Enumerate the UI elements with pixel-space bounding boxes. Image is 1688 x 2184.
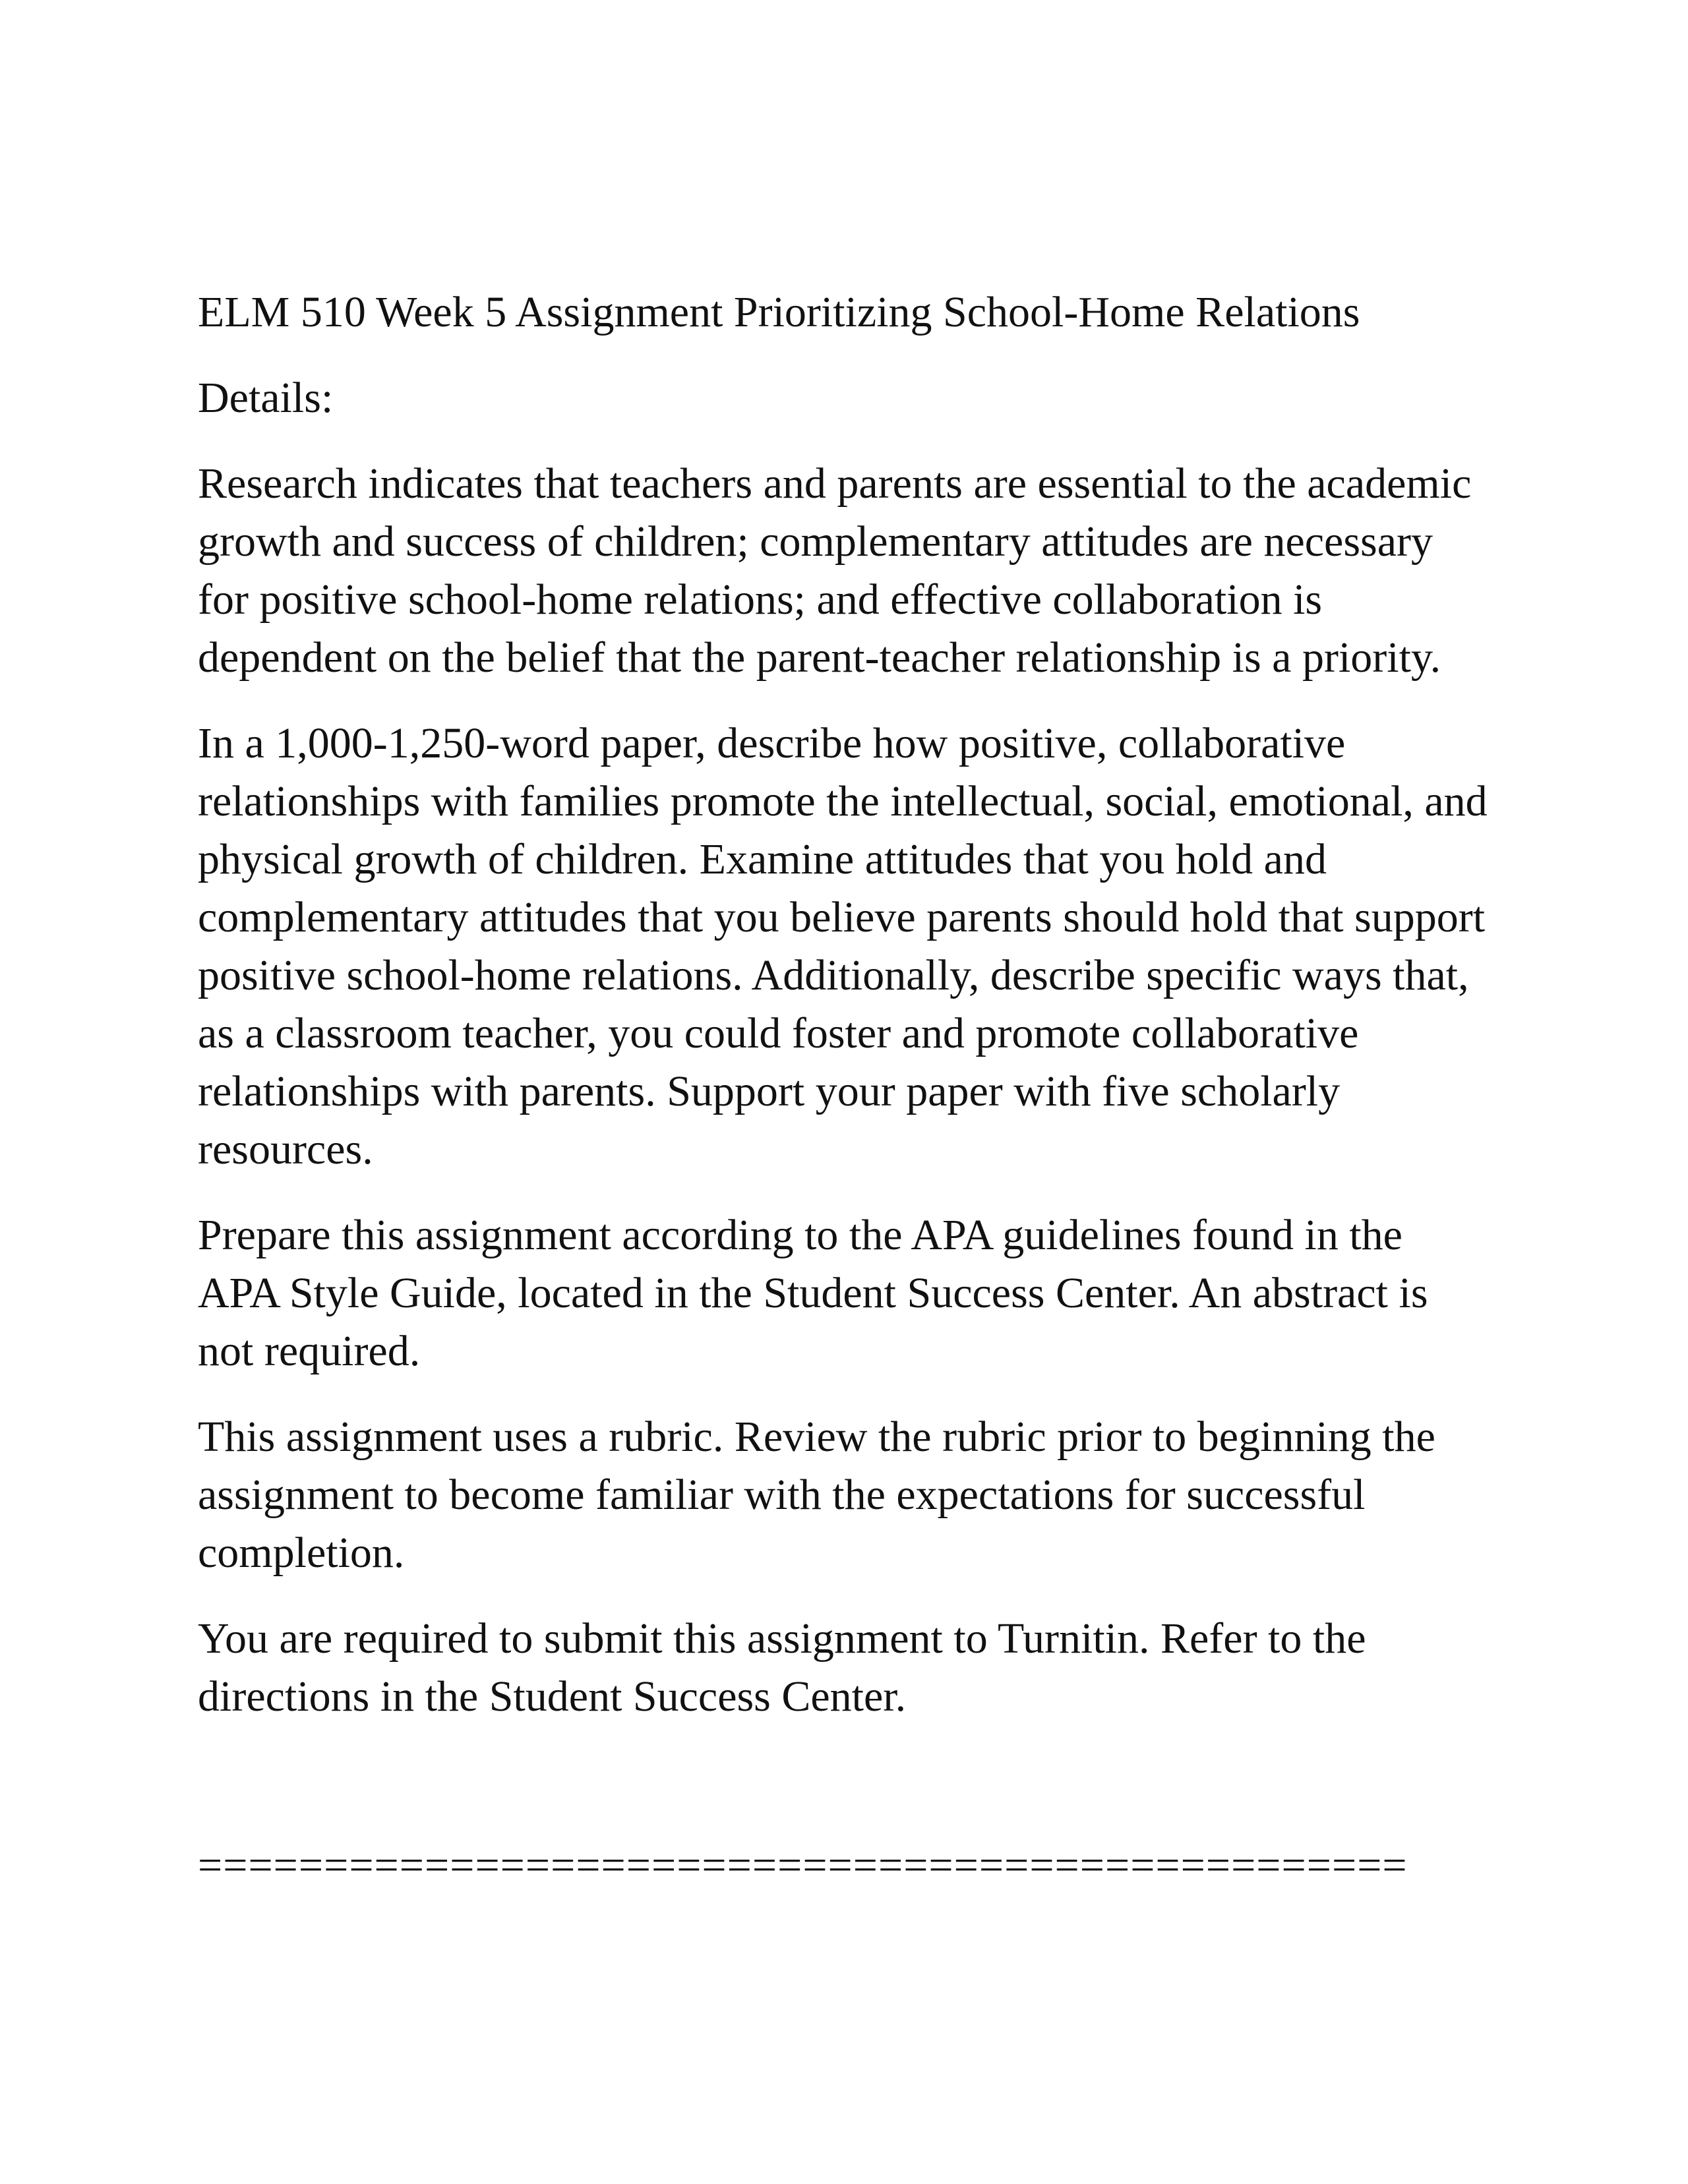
document-body: [198, 283, 1490, 1922]
details-label: Details:: [198, 374, 334, 422]
separator-line: ================================================: [198, 1841, 1408, 1889]
paragraph-apa-guidelines: Prepare this assignment according to the APA guidelines found in the APA Style Guide, located in the Student Success Center. An abstract is not required.: [198, 1211, 1428, 1375]
paragraph-research: Research indicates that teachers and parents are essential to the academic growth and success of children; complementary attitudes are necessary for positive school-home relations; and effective collaboration is dependent on the belief that the parent-teacher relationship is a priority.: [198, 459, 1472, 682]
paragraph-paper-instructions: In a 1,000-1,250-word paper, describe how positive, collaborative relationships with families promote the intellectual, social, emotional, and physical growth of children. Examine attitudes that you hold and complementary attitudes that you believe parents should hold that support positive school-home relations. Additionally, describe specific ways that, as a classroom teacher, you could foster and promote collaborative relationships with parents. Support your paper with five scholarly resources.: [198, 719, 1488, 1173]
paragraph-rubric: This assignment uses a rubric. Review the rubric prior to beginning the assignment to become familiar with the expectations for successful completion.: [198, 1413, 1435, 1577]
paragraph-turnitin: You are required to submit this assignment to Turnitin. Refer to the directions in the Student Success Center.: [198, 1614, 1366, 1721]
document-title: ELM 510 Week 5 Assignment Prioritizing School-Home Relations: [198, 288, 1360, 336]
